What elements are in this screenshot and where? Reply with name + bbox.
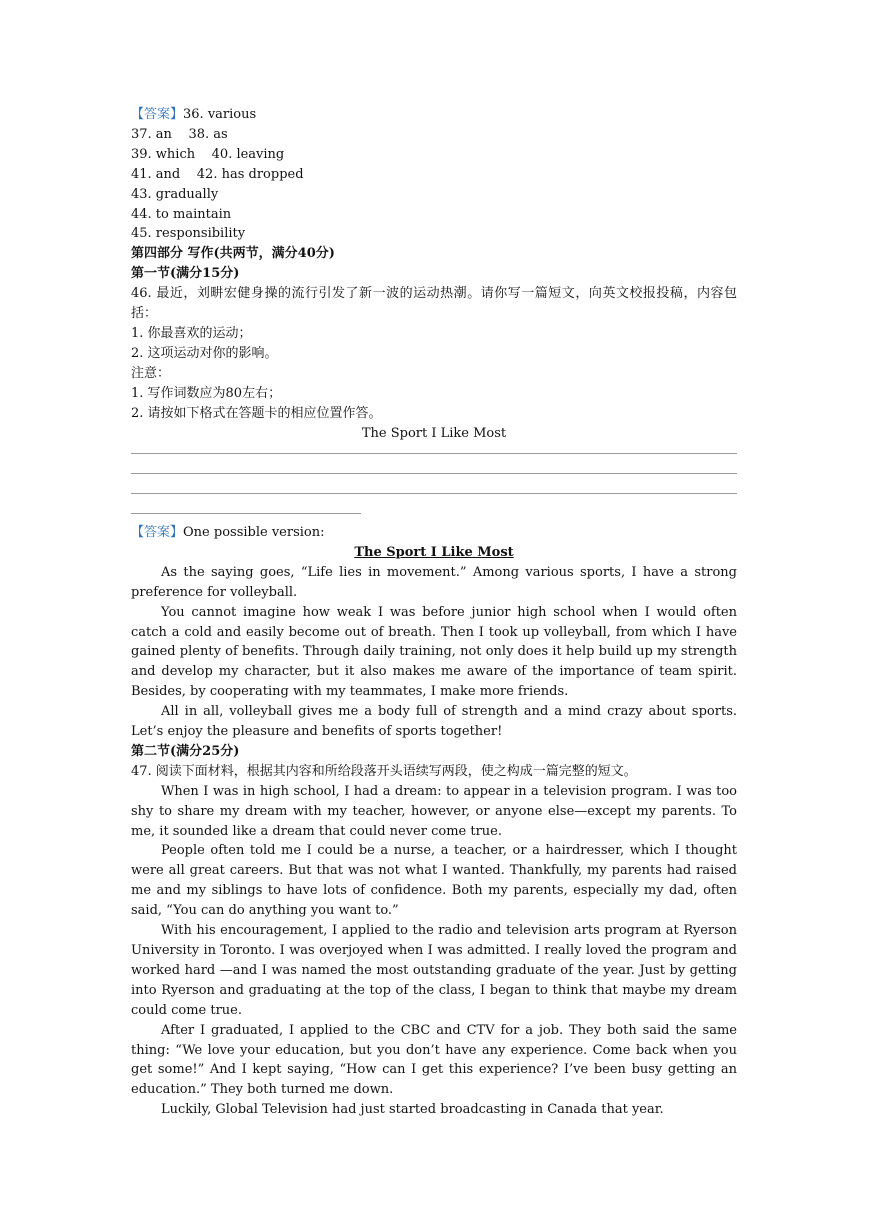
answer-line-45: 45. responsibility [131,226,246,242]
essay-title: The Sport I Like Most [354,544,514,560]
answer-line-37-38: 37. an 38. as [131,126,228,142]
part4-heading: 第四部分 写作(共两节，满分40分) [131,246,335,262]
q46-note-label: 注意： [131,365,171,381]
q46-item2: 2. 这项运动对你的影响。 [131,345,278,361]
q47-paragraph: With his encouragement, I applied to the radio and television arts program at Ryerson University in Toronto. I was overjoyed when I was admitted. I really loved the program and worked hard —and I was named the most outstanding graduate of the year. Just by getting into Ryerson and graduating at the top of the class, I began to think that maybe my dream could come true. [131,923,737,1018]
q47-paragraph: After I graduated, I applied to the CBC and CTV for a job. They both said the same thing: “We love your education, but you don’t have any experience. Come back when you get some!” And I kept saying, “How can I get this experience? I’ve been busy getting an education.” They both turned me down. [131,1022,737,1098]
answer-tag: 【答案】 [131,107,184,122]
q46-title: The Sport I Like Most [361,425,507,441]
q46-prompt: 46. 最近，刘畊宏健身操的流行引发了新一波的运动热潮。请你写一篇短文，向英文校报投稿，内容包括： [131,286,737,322]
answer-line-39-40: 39. which 40. leaving [131,146,285,162]
section1-heading: 第一节(满分15分) [131,266,240,282]
essay-paragraph: As the saying goes, “Life lies in movement.” Among various sports, I have a strong preference for volleyball. [131,564,737,600]
q46-item1: 1. 你最喜欢的运动； [131,325,252,341]
section2-heading: 第二节(满分25分) [131,743,240,759]
answer-tag: 【答案】 [131,524,184,540]
essay-paragraph: You cannot imagine how weak I was before junior high school when I would often catch a cold and easily become out of breath. Then I took up volleyball, from which I have gained plenty of benefits. Through daily training, not only does it help build up my strength and develop my character, but it also makes me aware of the importance of team spirit. Besides, by cooperating with my teammates, I make more friends. [131,604,737,700]
q47-paragraph: When I was in high school, I had a dream: to appear in a television program. I was too shy to share my dream with my teacher, however, or anyone else—except my parents. To me, it sounded like a dream that could never come true. [131,783,737,839]
writing-line-short [131,503,737,523]
essay-paragraph: All in all, volleyball gives me a body full of strength and a mind crazy about sports. Let’s enjoy the pleasure and benefits of sports together! [131,704,737,740]
answer-line-41-42: 41. and 42. has dropped [131,166,304,182]
writing-line [131,463,737,483]
q46-note2: 2. 请按如下格式在答题卡的相应位置作答。 [131,405,382,421]
document-page [131,105,737,1120]
q47-paragraph: People often told me I could be a nurse, a teacher, or a hairdresser, which I thought were all great careers. But that was not what I wanted. Thankfully, my parents had raised me and my siblings to have lots of confidence. Both my parents, especially my dad, often said, “You can do anything you want to.” [131,843,737,919]
writing-line [131,483,737,503]
q47-paragraph: Luckily, Global Television had just started broadcasting in Canada that year. [161,1102,664,1118]
answer-line-36: 【答案】36. various [131,107,257,122]
answer-line-44: 44. to maintain [131,206,232,222]
answer-line-43: 43. gradually [131,186,219,202]
writing-line [131,443,737,463]
q46-note1: 1. 写作词数应为80左右； [131,385,282,401]
q47-prompt: 47. 阅读下面材料，根据其内容和所给段落开头语续写两段，使之构成一篇完整的短文。 [131,763,637,779]
essay-intro-line: 【答案】One possible version: [131,524,325,540]
